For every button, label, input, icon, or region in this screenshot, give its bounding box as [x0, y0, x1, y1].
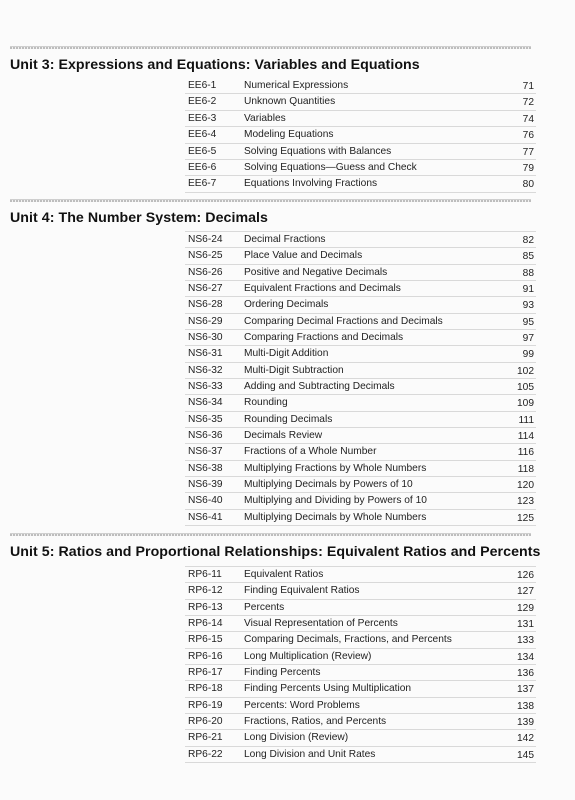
lesson-row — [185, 477, 536, 493]
page-number: 129 — [517, 602, 534, 614]
lesson-code: NS6-30 — [188, 331, 223, 343]
lesson-row — [185, 363, 536, 379]
page-number: 126 — [517, 570, 534, 581]
lesson-row — [185, 330, 536, 346]
lesson-title: Modeling Equations — [244, 129, 334, 141]
lesson-code: NS6-27 — [188, 282, 223, 294]
lesson-code: NS6-40 — [188, 495, 223, 507]
lesson-row — [185, 281, 536, 297]
lesson-row — [185, 714, 536, 730]
unit-heading: Unit 5: Ratios and Proportional Relationships: Equivalent Ratios and Percents — [10, 544, 541, 560]
lesson-list — [185, 231, 536, 526]
lesson-row — [185, 510, 536, 526]
page-number: 85 — [522, 251, 534, 263]
lesson-row — [185, 232, 536, 248]
lesson-code: RP6-18 — [188, 683, 223, 695]
lesson-code: RP6-16 — [188, 650, 223, 662]
lesson-code: NS6-36 — [188, 429, 223, 441]
lesson-code: EE6-6 — [188, 161, 217, 173]
lesson-title: Numerical Expressions — [244, 80, 349, 91]
lesson-title: Positive and Negative Decimals — [244, 266, 388, 278]
page-number: 105 — [517, 381, 534, 393]
lesson-row — [185, 428, 536, 444]
lesson-row — [185, 444, 536, 460]
lesson-title: Fractions, Ratios, and Percents — [244, 715, 387, 727]
lesson-title: Multi-Digit Subtraction — [244, 364, 344, 376]
lesson-code: NS6-31 — [188, 348, 223, 360]
lesson-title: Percents: Word Problems — [244, 699, 360, 711]
lesson-title: Long Division and Unit Rates — [244, 748, 376, 760]
lesson-title: Solving Equations with Balances — [244, 145, 392, 157]
page-number: 76 — [522, 130, 534, 142]
lesson-title: Multiplying and Dividing by Powers of 10 — [244, 495, 427, 507]
page-number: 136 — [517, 667, 534, 679]
page-number: 142 — [517, 733, 534, 745]
lesson-row — [185, 681, 536, 697]
section-divider — [10, 46, 531, 49]
lesson-title: Adding and Subtracting Decimals — [244, 380, 395, 392]
lesson-code: NS6-24 — [188, 234, 223, 245]
lesson-row — [185, 94, 536, 110]
lesson-title: Unknown Quantities — [244, 96, 336, 108]
lesson-title: Multiplying Decimals by Powers of 10 — [244, 478, 413, 490]
lesson-title: Percents — [244, 601, 285, 613]
page-number: 133 — [517, 635, 534, 647]
lesson-row — [185, 379, 536, 395]
lesson-row — [185, 78, 536, 94]
lesson-row — [185, 583, 536, 599]
page-number: 74 — [522, 113, 534, 125]
page-number: 114 — [517, 430, 534, 442]
lesson-list — [185, 566, 536, 763]
lesson-code: EE6-4 — [188, 129, 217, 141]
lesson-row — [185, 730, 536, 746]
page-number: 127 — [517, 586, 534, 598]
lesson-code: NS6-39 — [188, 478, 223, 490]
lesson-row — [185, 632, 536, 648]
lesson-row — [185, 395, 536, 411]
lesson-title: Comparing Decimals, Fractions, and Percents — [244, 634, 452, 646]
lesson-code: RP6-22 — [188, 748, 223, 760]
lesson-title: Long Multiplication (Review) — [244, 650, 372, 662]
lesson-row — [185, 160, 536, 176]
lesson-title: Finding Percents Using Multiplication — [244, 683, 412, 695]
lesson-title: Variables — [244, 112, 286, 124]
lesson-code: NS6-28 — [188, 299, 223, 311]
lesson-title: Ordering Decimals — [244, 299, 329, 311]
lesson-title: Rounding Decimals — [244, 413, 333, 425]
lesson-code: EE6-2 — [188, 96, 217, 108]
unit-heading: Unit 3: Expressions and Equations: Variables and Equations — [10, 57, 420, 73]
lesson-title: Finding Percents — [244, 666, 321, 678]
page-number: 137 — [517, 684, 534, 696]
lesson-row — [185, 649, 536, 665]
lesson-code: RP6-21 — [188, 732, 223, 744]
page-number: 97 — [522, 332, 534, 344]
page-number: 82 — [522, 235, 534, 246]
lesson-row — [185, 600, 536, 616]
lesson-title: Place Value and Decimals — [244, 250, 363, 262]
lesson-title: Fractions of a Whole Number — [244, 446, 377, 458]
lesson-title: Equivalent Fractions and Decimals — [244, 282, 401, 294]
lesson-row — [185, 346, 536, 362]
page-number: 99 — [522, 349, 534, 361]
page-number: 109 — [517, 398, 534, 410]
lesson-code: RP6-15 — [188, 634, 223, 646]
page-number: 102 — [517, 365, 534, 377]
page-number: 79 — [522, 162, 534, 174]
lesson-title: Solving Equations—Guess and Check — [244, 161, 417, 173]
lesson-code: NS6-35 — [188, 413, 223, 425]
lesson-row — [185, 412, 536, 428]
lesson-row — [185, 265, 536, 281]
lesson-code: RP6-12 — [188, 585, 223, 597]
lesson-code: NS6-29 — [188, 315, 223, 327]
section-divider — [10, 199, 531, 202]
lesson-code: EE6-3 — [188, 112, 217, 124]
page-number: 88 — [522, 267, 534, 279]
lesson-row — [185, 176, 536, 192]
section-divider — [10, 533, 531, 536]
page-number: 72 — [522, 97, 534, 109]
lesson-row — [185, 665, 536, 681]
lesson-code: NS6-41 — [188, 511, 223, 523]
lesson-code: EE6-1 — [188, 80, 217, 91]
page-number: 120 — [517, 479, 534, 491]
lesson-title: Equivalent Ratios — [244, 569, 324, 580]
page-number: 145 — [517, 749, 534, 761]
lesson-title: Decimal Fractions — [244, 234, 326, 245]
lesson-code: RP6-20 — [188, 715, 223, 727]
lesson-code: EE6-7 — [188, 178, 217, 190]
lesson-code: NS6-25 — [188, 250, 223, 262]
lesson-code: RP6-13 — [188, 601, 223, 613]
lesson-row — [185, 127, 536, 143]
lesson-code: NS6-34 — [188, 397, 223, 409]
page-number: 118 — [517, 463, 534, 475]
lesson-row — [185, 248, 536, 264]
lesson-row — [185, 111, 536, 127]
page-number: 80 — [522, 179, 534, 191]
page-number: 77 — [522, 146, 534, 158]
lesson-code: NS6-26 — [188, 266, 223, 278]
lesson-title: Comparing Fractions and Decimals — [244, 331, 404, 343]
lesson-row — [185, 144, 536, 160]
page-number: 95 — [522, 316, 534, 328]
lesson-code: RP6-17 — [188, 666, 223, 678]
page-number: 111 — [518, 414, 534, 426]
lesson-title: Visual Representation of Percents — [244, 617, 398, 629]
lesson-code: NS6-33 — [188, 380, 223, 392]
lesson-code: RP6-11 — [188, 569, 222, 580]
lesson-code: RP6-14 — [188, 617, 223, 629]
page-number: 71 — [522, 81, 534, 92]
page-number: 91 — [522, 283, 534, 295]
lesson-row — [185, 747, 536, 763]
page-number: 116 — [517, 447, 534, 459]
lesson-title: Long Division (Review) — [244, 732, 349, 744]
lesson-title: Multiplying Fractions by Whole Numbers — [244, 462, 427, 474]
lesson-title: Finding Equivalent Ratios — [244, 585, 360, 597]
page-number: 123 — [517, 496, 534, 508]
page-number: 125 — [517, 512, 534, 524]
page-number: 93 — [522, 300, 534, 312]
lesson-row — [185, 297, 536, 313]
lesson-row — [185, 698, 536, 714]
page-number: 139 — [517, 716, 534, 728]
lesson-row — [185, 493, 536, 509]
lesson-title: Decimals Review — [244, 429, 323, 441]
lesson-code: EE6-5 — [188, 145, 217, 157]
lesson-title: Multiplying Decimals by Whole Numbers — [244, 511, 427, 523]
page-number: 131 — [517, 618, 534, 630]
lesson-code: RP6-19 — [188, 699, 223, 711]
lesson-row — [185, 461, 536, 477]
page-number: 134 — [517, 651, 534, 663]
lesson-list — [185, 78, 536, 193]
lesson-title: Comparing Decimal Fractions and Decimals — [244, 315, 443, 327]
lesson-code: NS6-38 — [188, 462, 223, 474]
lesson-code: NS6-37 — [188, 446, 223, 458]
lesson-title: Multi-Digit Addition — [244, 348, 329, 360]
lesson-row — [185, 567, 536, 583]
unit-heading: Unit 4: The Number System: Decimals — [10, 210, 268, 226]
lesson-title: Equations Involving Fractions — [244, 178, 378, 190]
lesson-code: NS6-32 — [188, 364, 223, 376]
lesson-row — [185, 616, 536, 632]
lesson-title: Rounding — [244, 397, 288, 409]
page-number: 138 — [517, 700, 534, 712]
lesson-row — [185, 314, 536, 330]
